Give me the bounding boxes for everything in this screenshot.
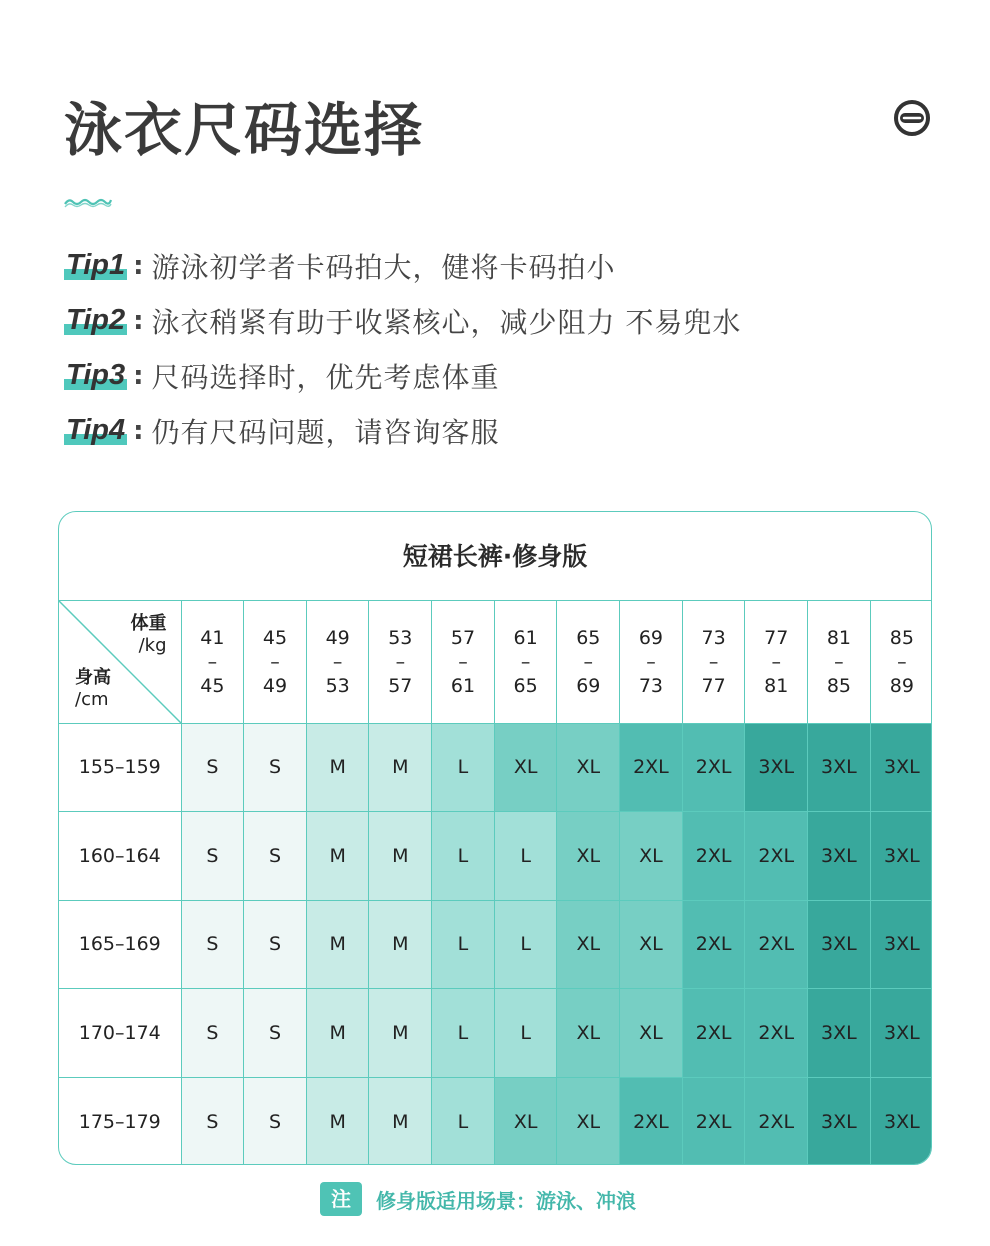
size-cell: S bbox=[244, 812, 307, 901]
size-cell: 3XL bbox=[808, 723, 871, 812]
weight-range-to: 81 bbox=[764, 674, 789, 697]
weight-range-dash: – bbox=[520, 650, 531, 673]
size-cell: 3XL bbox=[808, 1077, 871, 1165]
weight-range-header bbox=[682, 601, 745, 723]
size-cell: 3XL bbox=[870, 812, 932, 901]
size-cell: XL bbox=[557, 989, 620, 1078]
height-range-label: 160–164 bbox=[59, 812, 181, 901]
size-cell: 2XL bbox=[682, 900, 745, 989]
weight-range-to: 77 bbox=[701, 674, 726, 697]
weight-range-from: 77 bbox=[764, 626, 789, 649]
table-row bbox=[59, 989, 932, 1078]
weight-range-to: 85 bbox=[826, 674, 851, 697]
mask-icon bbox=[893, 99, 931, 137]
size-cell: 2XL bbox=[682, 812, 745, 901]
size-cell: XL bbox=[557, 1077, 620, 1165]
size-cell: M bbox=[369, 723, 432, 812]
weight-range-dash: – bbox=[897, 650, 907, 673]
weight-unit: /kg bbox=[138, 635, 167, 656]
size-cell: 3XL bbox=[870, 723, 932, 812]
height-header: 身高 bbox=[75, 666, 111, 688]
weight-range-header bbox=[494, 601, 557, 723]
tips-list bbox=[64, 238, 741, 458]
size-cell: M bbox=[369, 812, 432, 901]
weight-range-dash: – bbox=[583, 650, 594, 673]
weight-range-dash: – bbox=[395, 650, 406, 673]
size-chart-title: 短裙长裤·修身版 bbox=[59, 512, 931, 601]
size-cell: S bbox=[244, 900, 307, 989]
size-cell: XL bbox=[557, 900, 620, 989]
weight-range-header bbox=[620, 601, 683, 723]
weight-range-dash: – bbox=[834, 650, 844, 673]
size-cell: M bbox=[369, 989, 432, 1078]
size-cell: XL bbox=[620, 989, 683, 1078]
weight-range-to: 49 bbox=[262, 674, 288, 697]
tip-colon: : bbox=[133, 250, 144, 281]
weight-range-from: 45 bbox=[262, 626, 288, 649]
size-cell: 2XL bbox=[745, 989, 808, 1078]
tip-text: 游泳初学者卡码拍大，健将卡码拍小 bbox=[151, 250, 616, 284]
weight-range-header bbox=[745, 601, 808, 723]
size-cell: 3XL bbox=[870, 1077, 932, 1165]
tip-item bbox=[64, 238, 741, 293]
weight-range-dash: – bbox=[646, 650, 656, 673]
weight-range-from: 73 bbox=[701, 626, 726, 649]
tip-text: 仍有尺码问题，请咨询客服 bbox=[151, 415, 500, 449]
tip-item bbox=[64, 348, 741, 403]
tip-label: Tip1 bbox=[66, 249, 126, 281]
weight-range-header bbox=[432, 601, 495, 723]
size-cell: L bbox=[432, 989, 495, 1078]
size-cell: L bbox=[432, 723, 495, 812]
tip-label: Tip4 bbox=[66, 414, 126, 446]
table-row bbox=[59, 900, 932, 989]
size-cell: 2XL bbox=[682, 723, 745, 812]
size-cell: S bbox=[244, 1077, 307, 1165]
size-table bbox=[59, 601, 932, 1165]
note-badge: 注 bbox=[320, 1182, 362, 1216]
size-chart bbox=[58, 511, 932, 1165]
height-range-label: 165–169 bbox=[59, 900, 181, 989]
weight-axis-label bbox=[131, 613, 167, 657]
weight-range-to: 65 bbox=[513, 674, 538, 697]
table-row bbox=[59, 812, 932, 901]
size-cell: 2XL bbox=[620, 1077, 683, 1165]
tip-text: 尺码选择时，优先考虑体重 bbox=[151, 360, 500, 394]
size-cell: M bbox=[306, 1077, 369, 1165]
size-cell: L bbox=[432, 812, 495, 901]
weight-range-header bbox=[557, 601, 620, 723]
size-cell: XL bbox=[620, 812, 683, 901]
size-cell: 3XL bbox=[745, 723, 808, 812]
size-cell: M bbox=[306, 900, 369, 989]
size-cell: L bbox=[494, 812, 557, 901]
height-range-label: 175–179 bbox=[59, 1077, 181, 1165]
size-cell: 2XL bbox=[682, 1077, 745, 1165]
weight-range-dash: – bbox=[458, 650, 468, 673]
size-cell: M bbox=[369, 900, 432, 989]
table-row bbox=[59, 1077, 932, 1165]
size-cell: XL bbox=[494, 723, 557, 812]
weight-range-dash: – bbox=[771, 650, 781, 673]
weight-range-from: 53 bbox=[388, 626, 413, 649]
weight-range-from: 49 bbox=[325, 626, 350, 649]
weight-range-to: 53 bbox=[325, 674, 350, 697]
weight-range-to: 45 bbox=[200, 674, 225, 697]
size-cell: 3XL bbox=[808, 989, 871, 1078]
size-cell: S bbox=[181, 1077, 244, 1165]
size-cell: L bbox=[494, 900, 557, 989]
size-cell: XL bbox=[620, 900, 683, 989]
size-cell: XL bbox=[557, 812, 620, 901]
size-cell: XL bbox=[557, 723, 620, 812]
weight-range-header bbox=[181, 601, 244, 723]
height-range-label: 155–159 bbox=[59, 723, 181, 812]
size-cell: 2XL bbox=[745, 1077, 808, 1165]
height-axis-label bbox=[75, 667, 111, 711]
weight-range-to: 61 bbox=[450, 674, 476, 697]
height-unit: /cm bbox=[75, 688, 109, 710]
size-cell: L bbox=[494, 989, 557, 1078]
weight-range-dash: – bbox=[708, 650, 719, 673]
size-cell: L bbox=[432, 1077, 495, 1165]
size-cell: 2XL bbox=[745, 900, 808, 989]
usage-note bbox=[320, 1182, 636, 1216]
size-cell: M bbox=[306, 812, 369, 901]
size-cell: 3XL bbox=[808, 812, 871, 901]
tip-label: Tip3 bbox=[66, 359, 126, 391]
page-title: 泳衣尺码选择 bbox=[64, 96, 425, 164]
size-cell: M bbox=[306, 723, 369, 812]
weight-range-header bbox=[870, 601, 932, 723]
size-cell: S bbox=[181, 812, 244, 901]
weight-header: 体重 bbox=[130, 613, 167, 634]
weight-range-from: 61 bbox=[513, 626, 538, 649]
weight-range-header bbox=[369, 601, 432, 723]
tip-colon: : bbox=[133, 305, 144, 336]
weight-range-to: 89 bbox=[889, 674, 914, 697]
weight-range-to: 73 bbox=[638, 674, 664, 697]
tip-label: Tip2 bbox=[66, 304, 126, 336]
size-cell: M bbox=[369, 1077, 432, 1165]
weight-range-dash: – bbox=[207, 650, 218, 673]
tip-item bbox=[64, 293, 741, 348]
size-cell: 2XL bbox=[620, 723, 683, 812]
tip-item bbox=[64, 403, 741, 458]
weight-range-from: 65 bbox=[576, 626, 601, 649]
weight-range-from: 41 bbox=[200, 626, 225, 649]
tip-colon: : bbox=[133, 360, 144, 391]
corner-header bbox=[59, 601, 181, 723]
size-cell: 2XL bbox=[682, 989, 745, 1078]
weight-header-row bbox=[59, 601, 932, 723]
size-cell: 2XL bbox=[745, 812, 808, 901]
weight-range-header bbox=[306, 601, 369, 723]
height-range-label: 170–174 bbox=[59, 989, 181, 1078]
size-cell: 3XL bbox=[870, 900, 932, 989]
table-row bbox=[59, 723, 932, 812]
tip-colon: : bbox=[133, 415, 144, 446]
weight-range-dash: – bbox=[332, 650, 343, 673]
size-cell: S bbox=[244, 989, 307, 1078]
weight-range-from: 81 bbox=[826, 626, 851, 649]
weight-range-dash: – bbox=[270, 650, 280, 673]
size-cell: M bbox=[306, 989, 369, 1078]
size-cell: 3XL bbox=[870, 989, 932, 1078]
size-cell: S bbox=[244, 723, 307, 812]
weight-range-to: 57 bbox=[388, 674, 413, 697]
size-cell: S bbox=[181, 900, 244, 989]
weight-range-header bbox=[244, 601, 307, 723]
size-cell: 3XL bbox=[808, 900, 871, 989]
tip-text: 泳衣稍紧有助于收紧核心，减少阻力 不易兜水 bbox=[151, 305, 742, 339]
weight-range-from: 85 bbox=[889, 626, 914, 649]
wave-divider-icon bbox=[64, 196, 112, 208]
weight-range-to: 69 bbox=[576, 674, 601, 697]
size-cell: S bbox=[181, 989, 244, 1078]
size-cell: XL bbox=[494, 1077, 557, 1165]
weight-range-from: 69 bbox=[638, 626, 664, 649]
weight-range-header bbox=[808, 601, 871, 723]
note-text: 修身版适用场景：游泳、冲浪 bbox=[376, 1188, 636, 1213]
weight-range-from: 57 bbox=[450, 626, 476, 649]
size-cell: L bbox=[432, 900, 495, 989]
size-cell: S bbox=[181, 723, 244, 812]
